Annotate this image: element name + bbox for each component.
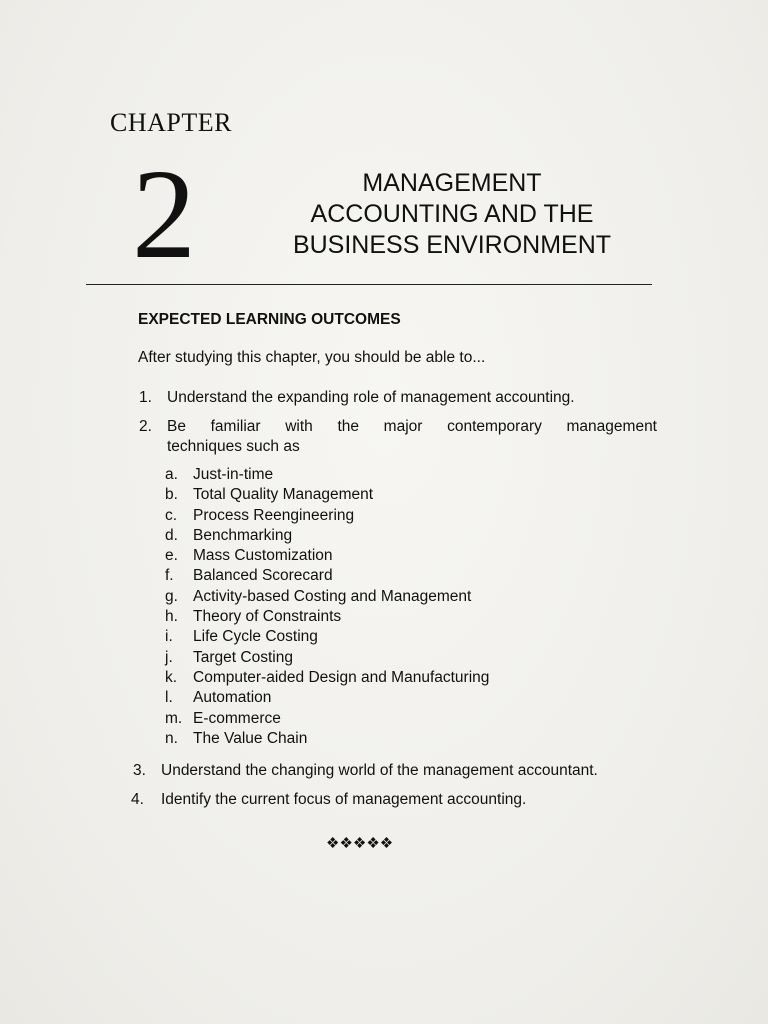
list-label: Computer-aided Design and Manufacturing xyxy=(193,668,490,686)
outcome-number: 2. xyxy=(139,418,152,435)
outcomes-intro: After studying this chapter, you should be able to... xyxy=(138,349,486,366)
techniques-list xyxy=(165,465,585,749)
list-label: Activity-based Costing and Management xyxy=(193,587,472,605)
outcomes-heading: EXPECTED LEARNING OUTCOMES xyxy=(138,311,401,328)
chapter-number: 2 xyxy=(132,143,196,285)
list-letter: k. xyxy=(165,668,178,686)
outcome-item-1 xyxy=(139,388,659,410)
outcome-number: 1. xyxy=(139,389,152,406)
list-item xyxy=(165,506,585,526)
chapter-title-line-1: MANAGEMENT xyxy=(362,169,542,197)
list-item xyxy=(165,607,585,627)
list-label: The Value Chain xyxy=(193,729,308,747)
outcome-number: 3. xyxy=(133,762,146,779)
list-label: Mass Customization xyxy=(193,547,333,565)
title-divider xyxy=(86,284,652,285)
list-item xyxy=(165,709,585,729)
list-letter: e. xyxy=(165,547,178,565)
list-label: Target Costing xyxy=(193,648,293,666)
list-item xyxy=(165,526,585,546)
outcome-item-3 xyxy=(133,761,673,783)
list-letter: a. xyxy=(165,466,178,483)
list-item xyxy=(165,648,585,668)
outcome-text: Identify the current focus of management accounting. xyxy=(161,791,527,808)
list-label: Balanced Scorecard xyxy=(193,567,333,585)
list-letter: m. xyxy=(165,709,183,727)
list-item xyxy=(165,485,585,505)
outcome-text-continued: techniques such as xyxy=(167,438,300,455)
list-label: Just-in-time xyxy=(193,466,274,483)
list-label: Life Cycle Costing xyxy=(193,628,318,646)
chapter-title-line-2: ACCOUNTING AND THE xyxy=(310,200,594,228)
list-item xyxy=(165,465,585,485)
list-item xyxy=(165,688,585,708)
list-item xyxy=(165,546,585,566)
list-letter: n. xyxy=(165,729,178,747)
list-item xyxy=(165,668,585,688)
chapter-title xyxy=(262,168,642,261)
outcome-item-4 xyxy=(131,790,671,812)
chapter-label: CHAPTER xyxy=(110,108,232,137)
list-item xyxy=(165,729,585,749)
list-letter: j. xyxy=(165,648,173,666)
list-letter: i. xyxy=(165,628,173,646)
list-letter: h. xyxy=(165,608,178,626)
outcome-text: Be familiar with the major contemporary management xyxy=(167,418,657,435)
list-item xyxy=(165,566,585,586)
outcome-number: 4. xyxy=(131,791,144,808)
list-label: Benchmarking xyxy=(193,526,293,544)
list-label: Total Quality Management xyxy=(193,486,374,504)
list-letter: b. xyxy=(165,486,178,504)
list-letter: l. xyxy=(165,689,173,707)
outcome-item-2 xyxy=(139,417,659,461)
list-label: Process Reengineering xyxy=(193,506,355,524)
list-letter: g. xyxy=(165,587,178,605)
section-end-ornament: ❖❖❖❖❖ xyxy=(326,835,394,852)
list-label: Theory of Constraints xyxy=(193,608,342,626)
chapter-title-line-3: BUSINESS ENVIRONMENT xyxy=(292,231,612,259)
list-item xyxy=(165,587,585,607)
list-item xyxy=(165,627,585,647)
outcome-text: Understand the changing world of the management accountant. xyxy=(161,762,598,779)
list-letter: f. xyxy=(165,567,174,585)
list-label: E-commerce xyxy=(193,709,281,727)
outcome-text: Understand the expanding role of management accounting. xyxy=(167,389,575,406)
list-letter: c. xyxy=(165,506,178,524)
list-label: Automation xyxy=(193,689,272,707)
list-letter: d. xyxy=(165,526,178,544)
